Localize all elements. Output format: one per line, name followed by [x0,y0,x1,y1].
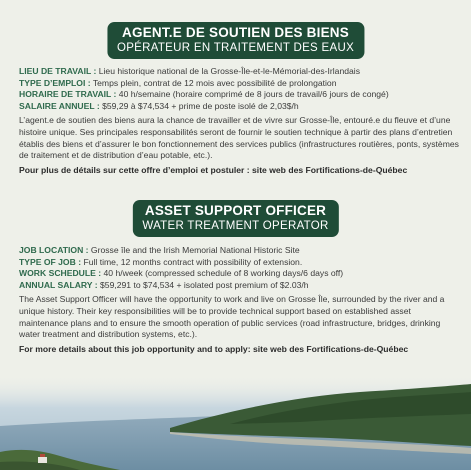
field-label: LIEU DE TRAVAIL : [19,66,97,76]
field-label: SALAIRE ANNUEL : [19,100,100,111]
field-value: Temps plein, contrat de 12 mois avec possibilité de prolongation [90,77,337,88]
french-job-title: AGENT.E DE SOUTIEN DES BIENS [122,25,349,40]
english-job-title: ASSET SUPPORT OFFICER [144,203,327,218]
field-row-schedule [19,268,459,280]
field-value: Lieu historique national de la Grosse-Île-et-le-Mémorial-des-Irlandais [96,66,361,76]
field-value: Grosse île and the Irish Memorial National Historic Site [88,245,300,255]
english-job-details [19,245,459,355]
field-row-schedule [19,89,459,101]
field-row-work-location [19,66,459,78]
field-row-job-type [19,257,459,269]
french-job-subtitle: OPÉRATEUR EN TRAITEMENT DES EAUX [116,42,355,54]
island-landscape-photo [0,374,471,470]
field-row-job-type [19,78,459,90]
field-label: HORAIRE DE TRAVAIL : [19,89,117,100]
field-row-work-location [19,245,459,257]
english-title-banner [132,200,338,237]
field-value: 40 h/semaine (horaire comprimé de 8 jours de travail/6 jours de congé) [116,89,389,100]
english-description: The Asset Support Officer will have the opportunity to work and live on Grosse Île, surrounded by the river and a unique history. Their key responsibilities will be to provide technical support based on established asset maintenance plans and to ensure the smooth operation of public services (road infrastructure, bridges, drinking water treatment and distribution systems, etc.). [19,294,445,340]
field-label: WORK SCHEDULE : [19,268,102,279]
field-value: $59,29 à $74,534 + prime de poste isolé de 2,03$/h [99,100,299,111]
english-more-info: For more details about this job opportunity and to apply: site web des Fortifications-de-Québec [19,343,409,354]
field-row-salary [19,280,459,292]
field-value: 40 h/week (compressed schedule of 8 working days/6 days off) [101,268,344,279]
english-job-subtitle: WATER TREATMENT OPERATOR [142,220,329,232]
field-label: ANNUAL SALARY : [19,279,98,290]
french-title-banner [107,22,364,59]
field-row-salary [19,101,459,113]
field-label: JOB LOCATION : [19,245,89,255]
field-value: Full time, 12 months contract with possibility of extension. [81,256,303,267]
french-more-info: Pour plus de détails sur cette offre d’emploi et postuler : site web des Fortifications-de-Québec [19,164,408,175]
field-label: TYPE OF JOB : [19,256,82,267]
french-description: L’agent.e de soutien des biens aura la chance de travailler et de vivre sur Grosse-Île, entouré.e du fleuve et d’une histoire unique. Ses principales responsabilités seront de fournir le soutien technique à partir des plans d’entretien établis des biens et d’assurer le bon fonctionnement des services publics (infrastructures routières, ponts, systèmes de traitement et de distribution d’eau potable, etc.). [19,115,459,161]
french-job-details [19,66,459,176]
field-label: TYPE D’EMPLOI : [19,77,91,88]
field-value: $59,291 to $74,534 + isolated post premium of $2.03/h [97,279,309,290]
